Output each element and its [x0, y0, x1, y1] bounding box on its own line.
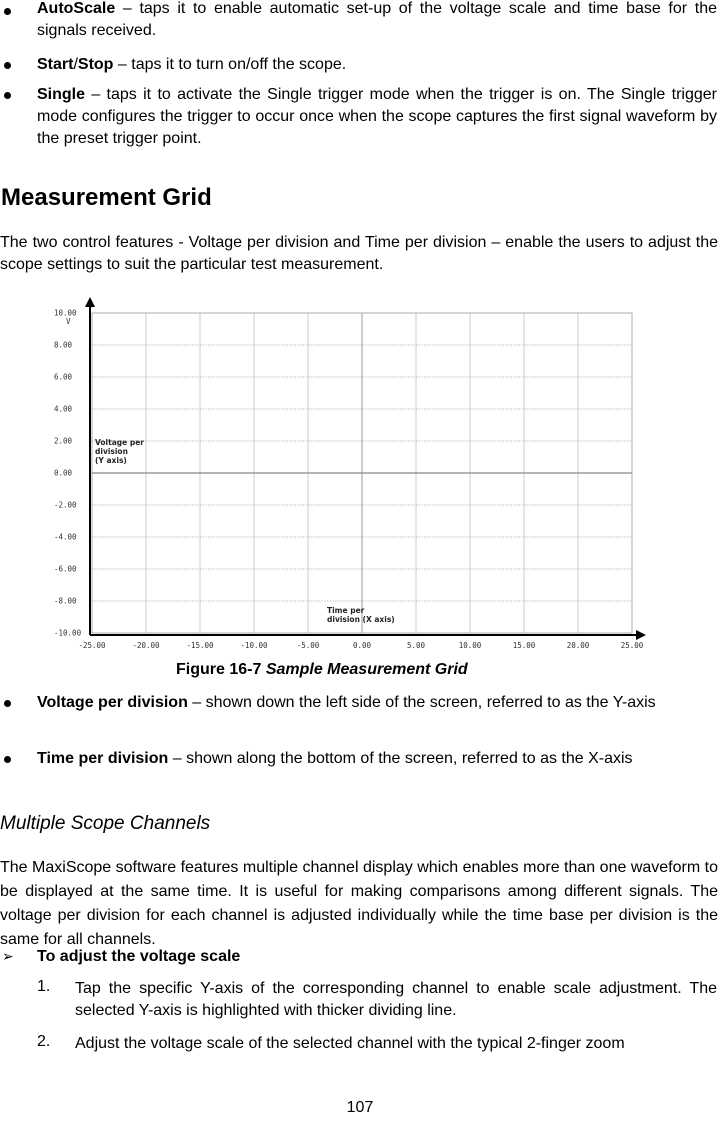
subheading: Multiple Scope Channels [0, 813, 211, 834]
section-title: Measurement Grid [1, 184, 212, 211]
x-axis-annotation: division (X axis) [327, 615, 395, 624]
bullet-marker [4, 62, 11, 69]
x-tick-label: -15.00 [186, 641, 214, 650]
y-tick-label: 2.00 [54, 436, 73, 446]
bullet-marker [4, 8, 11, 15]
x-tick-label: -5.00 [296, 641, 320, 650]
x-tick-label: 25.00 [620, 641, 644, 650]
step-text: Tap the specific Y-axis of the corresponding channel to enable scale adjustment. The selected Y-axis is highlighted with thicker dividing line. [75, 980, 717, 1019]
x-tick-label: 15.00 [512, 641, 536, 650]
bullet-marker [4, 700, 11, 707]
bullet-start-stop: Start/Stop – taps it to turn on/off the scope. [37, 56, 347, 73]
y-tick-label: 6.00 [54, 372, 73, 382]
bullet-autoscale: AutoScale – taps it to enable automatic set-up of the voltage scale and time base for the signals received. [37, 0, 717, 39]
bullet-voltage-per-division: Voltage per division – shown down the left side of the screen, referred to as the Y-axis [37, 694, 656, 711]
y-tick-label: -8.00 [54, 596, 77, 606]
figure-caption: Figure 16-7 Sample Measurement Grid [176, 661, 468, 678]
body-paragraph: The MaxiScope software features multiple channel display which enables more than one waveform to be displayed at the same time. It is useful for making comparisons among different signals. The voltage per division for each channel is adjusted individually while the time base per division is the same for all channels. [0, 859, 718, 948]
procedure-title: To adjust the voltage scale [37, 948, 241, 965]
step-text: Adjust the voltage scale of the selected channel with the typical 2-finger zoom [75, 1035, 625, 1052]
intro-paragraph: The two control features - Voltage per division and Time per division – enable the users to adjust the scope settings to suit the particular test measurement. [0, 234, 718, 273]
y-tick-label: -6.00 [54, 564, 77, 574]
measurement-grid-figure [40, 295, 650, 655]
bullet-single: Single – taps it to activate the Single trigger mode when the trigger is on. The Single trigger mode configures the trigger to occur once when the scope captures the first signal waveform by the preset trigger point. [37, 86, 717, 147]
step-number: 1. [37, 978, 51, 995]
y-tick-label: 10.00 [54, 308, 77, 318]
bullet-marker [4, 756, 11, 763]
y-tick-label: -2.00 [54, 500, 77, 510]
page-number: 107 [346, 1099, 374, 1116]
bullet-time-per-division: Time per division – shown along the bottom of the screen, referred to as the X-axis [37, 750, 633, 767]
y-axis-annotation: division [95, 447, 128, 456]
bullet-marker [4, 92, 11, 99]
y-tick-label: 8.00 [54, 340, 73, 350]
x-tick-label: -10.00 [240, 641, 268, 650]
x-axis-arrow-icon [636, 630, 646, 640]
step-number: 2. [37, 1033, 51, 1050]
y-axis-annotation: Voltage per [95, 438, 144, 447]
y-axis-annotation: (Y axis) [95, 456, 127, 465]
x-tick-label: -25.00 [78, 641, 106, 650]
x-tick-label: 10.00 [458, 641, 482, 650]
y-tick-label: -10.00 [54, 628, 82, 638]
y-tick-label: -4.00 [54, 532, 77, 542]
y-axis-arrow-icon [85, 297, 95, 307]
x-tick-label: 0.00 [352, 641, 372, 650]
x-axis-annotation: Time per [327, 606, 365, 615]
x-tick-label: -20.00 [132, 641, 160, 650]
arrow-bullet-icon: ➢ [2, 948, 14, 964]
y-tick-label: 0.00 [54, 468, 73, 478]
y-unit-label: V [66, 317, 71, 326]
x-tick-label: 20.00 [566, 641, 590, 650]
y-tick-label: 4.00 [54, 404, 73, 414]
measurement-grid [40, 295, 650, 655]
x-tick-label: 5.00 [406, 641, 426, 650]
